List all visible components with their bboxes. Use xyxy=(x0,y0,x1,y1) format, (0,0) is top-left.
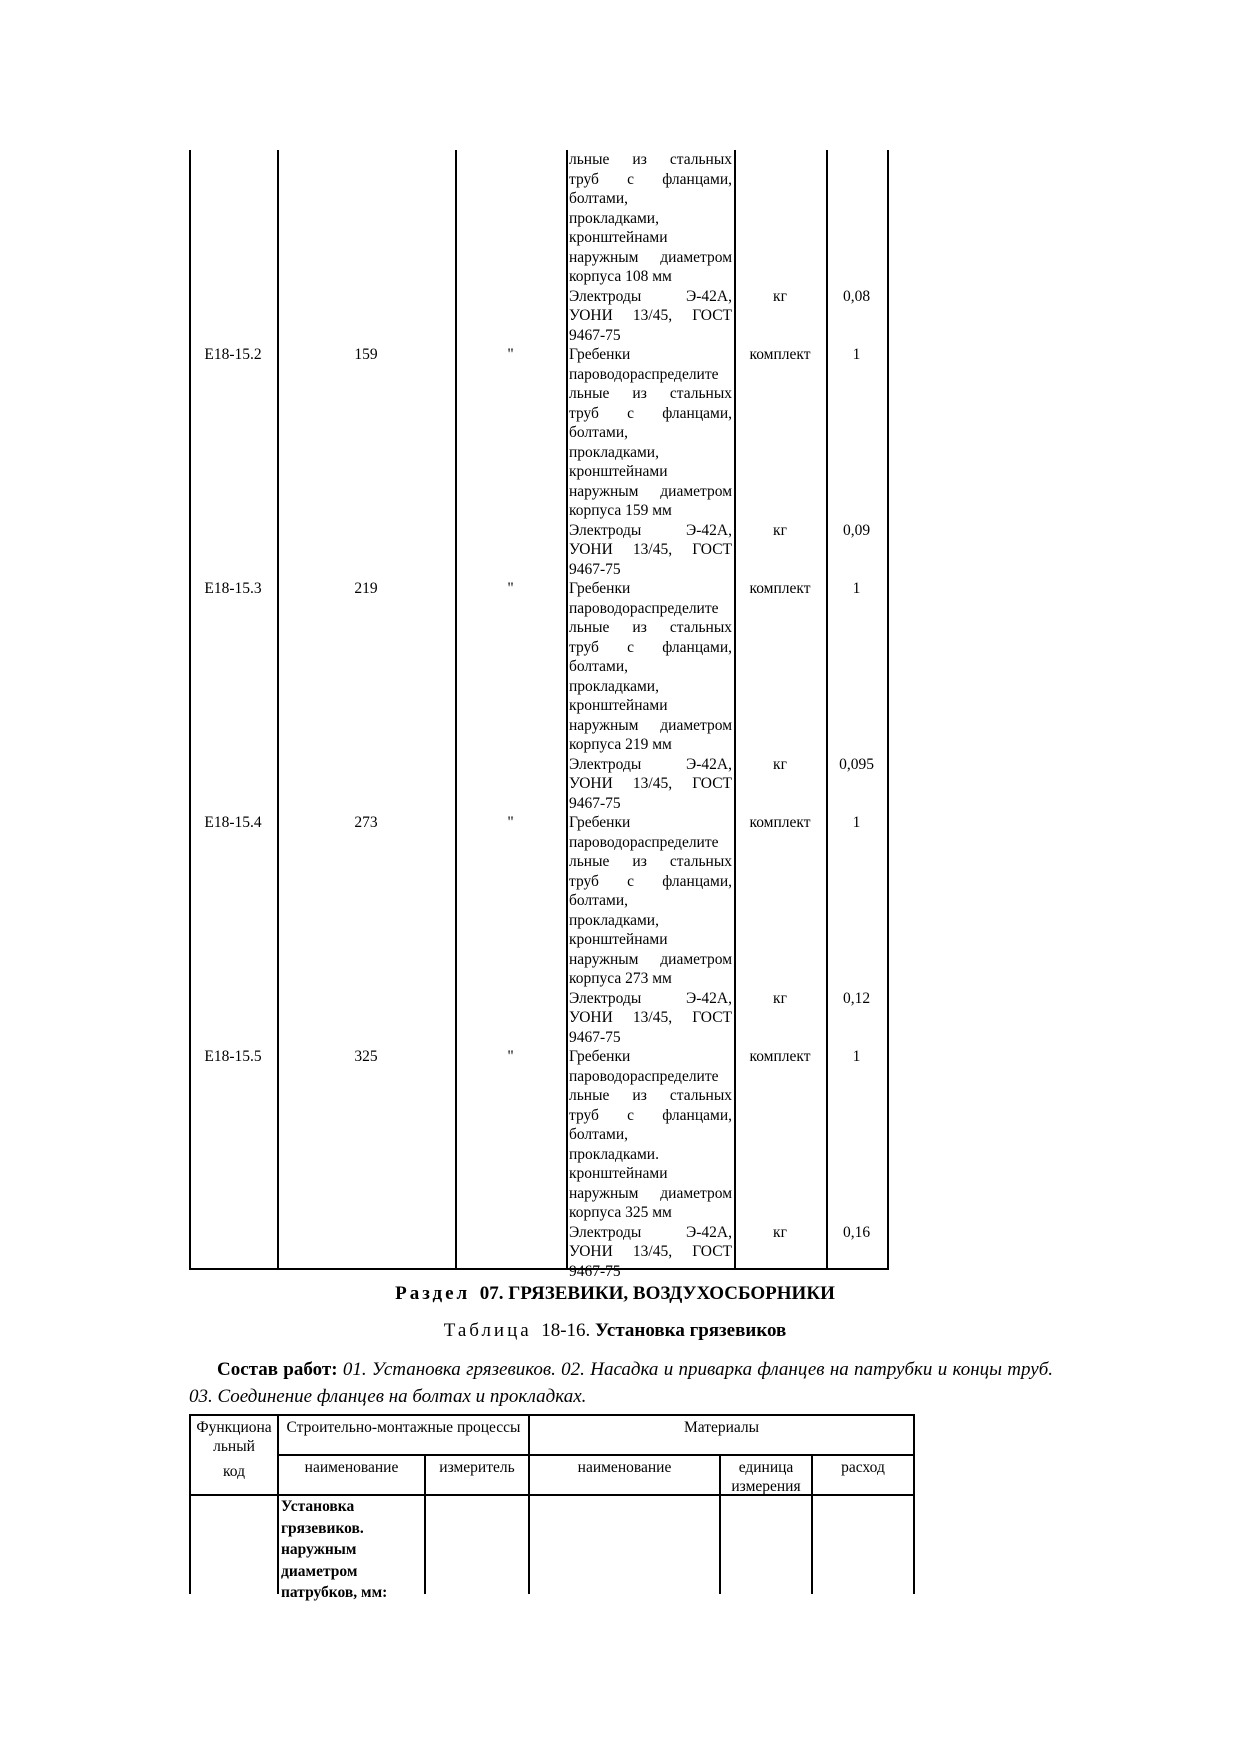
material-description-line: наружным диаметром xyxy=(569,716,732,734)
material-description-line: кронштейнами xyxy=(569,1165,668,1182)
electrode-unit: кг xyxy=(773,989,787,1007)
first-row-description xyxy=(281,1496,424,1604)
material-description-line: прокладками, xyxy=(569,209,659,227)
table-caption-title: Установка грязевиков xyxy=(595,1320,787,1341)
first-row-line: Установка xyxy=(281,1498,355,1515)
row-measure: " xyxy=(507,346,514,363)
table-border xyxy=(887,150,889,1270)
header-consumption: расход xyxy=(841,1459,885,1476)
material-description-line: корпуса 219 мм xyxy=(569,736,672,753)
electrode-description-line: Электроды Э-42А, xyxy=(569,1223,732,1241)
material-description-line: пароводораспределите xyxy=(569,599,719,617)
row-measure: " xyxy=(507,580,514,597)
table-caption-prefix: Таблица xyxy=(443,1320,532,1341)
electrode-qty: 0,09 xyxy=(842,521,871,539)
material-description-line: наружным диаметром xyxy=(569,482,732,500)
header-func-code-line: Функциона xyxy=(196,1419,272,1436)
material-description-line: корпуса 273 мм xyxy=(569,970,672,987)
header-materials: Материалы xyxy=(683,1419,760,1436)
electrode-qty: 0,095 xyxy=(839,755,874,773)
row-qty: 1 xyxy=(852,814,861,831)
first-row-line: грязевиков. xyxy=(281,1519,364,1537)
first-row-line: патрубков, мм: xyxy=(281,1584,388,1601)
material-description-line: кронштейнами xyxy=(569,463,668,480)
table-border xyxy=(913,1414,915,1594)
material-description-line: пароводораспределите xyxy=(569,365,719,383)
work-composition-label: Состав работ: xyxy=(217,1359,338,1380)
table-border xyxy=(277,1454,915,1456)
work-composition xyxy=(189,1356,1053,1410)
header-name: наименование xyxy=(304,1459,399,1476)
material-description-line: наружным диаметром xyxy=(569,1184,732,1202)
material-description xyxy=(569,1047,732,1223)
material-description-line: корпуса 325 мм xyxy=(569,1204,672,1221)
table-border xyxy=(734,150,736,1270)
material-description-line: болтами, xyxy=(569,190,628,207)
electrode-description xyxy=(569,521,732,580)
table-border xyxy=(566,150,568,1270)
material-description-line: льные из стальных xyxy=(569,385,732,402)
material-description-line: прокладками. xyxy=(569,1145,659,1163)
material-description xyxy=(569,150,732,287)
table-border xyxy=(277,1414,279,1594)
row-unit: комплект xyxy=(749,814,811,831)
material-description-line: льные из стальных xyxy=(569,853,732,870)
material-description-line: Гребенки xyxy=(569,346,631,363)
material-description-line: пароводораспределите xyxy=(569,1067,719,1085)
electrode-qty: 0,08 xyxy=(842,287,871,305)
table-border xyxy=(528,1414,530,1594)
row-unit: комплект xyxy=(749,1048,811,1065)
header-unit xyxy=(721,1458,811,1496)
upper-table xyxy=(189,150,887,1280)
header-processes: Строительно-монтажные процессы xyxy=(286,1419,521,1436)
row-code: Е18-15.2 xyxy=(204,346,262,363)
material-description-line: корпуса 159 мм xyxy=(569,502,672,519)
table-border xyxy=(826,150,828,1270)
work-composition-text: 01. Установка грязевиков. 02. Насадка и приварка фланцев на патрубки и концы труб. 03. Соединение фланцев на болтах и прокладках. xyxy=(189,1359,1054,1407)
electrode-description-line: УОНИ 13/45, ГОСТ xyxy=(569,1243,732,1260)
table-border xyxy=(189,1414,915,1416)
material-description-line: прокладками, xyxy=(569,443,659,461)
section-prefix: Раздел xyxy=(395,1283,471,1304)
electrode-description-line: УОНИ 13/45, ГОСТ xyxy=(569,307,732,324)
electrode-description-line: УОНИ 13/45, ГОСТ xyxy=(569,1009,732,1026)
row-diameter: 273 xyxy=(354,814,378,831)
electrode-description xyxy=(569,755,732,814)
material-description-line: труб с фланцами, xyxy=(569,404,732,422)
material-description-line: болтами, xyxy=(569,424,628,441)
material-description-line: наружным диаметром xyxy=(569,950,732,968)
electrode-description-line: 9467-75 xyxy=(569,560,621,578)
electrode-unit: кг xyxy=(773,1223,787,1241)
electrode-description-line: УОНИ 13/45, ГОСТ xyxy=(569,775,732,792)
header-measure: измеритель xyxy=(439,1459,515,1476)
electrode-description-line: 9467-75 xyxy=(569,326,621,344)
electrode-description-line: 9467-75 xyxy=(569,1262,621,1280)
row-code: Е18-15.3 xyxy=(204,580,262,597)
header-unit-line: измерения xyxy=(731,1478,801,1495)
material-description xyxy=(569,345,732,521)
material-description-line: Гребенки xyxy=(569,1048,631,1065)
section-title xyxy=(189,1283,1041,1305)
electrode-qty: 0,16 xyxy=(842,1223,871,1241)
header-material-name: наименование xyxy=(577,1459,672,1476)
material-description-line: болтами, xyxy=(569,658,628,675)
table-border xyxy=(189,1268,889,1270)
electrode-description-line: 9467-75 xyxy=(569,1028,621,1046)
table-border xyxy=(189,150,191,1270)
table-border xyxy=(455,150,457,1270)
material-description-line: Гребенки xyxy=(569,580,631,597)
electrode-qty: 0,12 xyxy=(842,989,871,1007)
row-code: Е18-15.4 xyxy=(204,814,262,831)
row-diameter: 219 xyxy=(354,580,378,597)
material-description-line: прокладками, xyxy=(569,677,659,695)
row-diameter: 159 xyxy=(354,346,378,363)
row-unit: комплект xyxy=(749,346,811,363)
header-func-code-line: код xyxy=(223,1463,245,1480)
material-description-line: Гребенки xyxy=(569,814,631,831)
electrode-description xyxy=(569,1223,732,1282)
header-func-code-line: льный xyxy=(213,1438,255,1455)
material-description-line: кронштейнами xyxy=(569,931,668,948)
table-caption-number: 18-16. xyxy=(541,1320,591,1341)
material-description-line: корпуса 108 мм xyxy=(569,268,672,285)
material-description xyxy=(569,813,732,989)
material-description-line: болтами, xyxy=(569,1126,628,1143)
row-diameter: 325 xyxy=(354,1048,378,1065)
first-row-line: диаметром xyxy=(281,1562,358,1580)
electrode-description-line: УОНИ 13/45, ГОСТ xyxy=(569,541,732,558)
first-row-line: наружным xyxy=(281,1541,357,1558)
material-description-line: кронштейнами xyxy=(569,229,668,246)
electrode-unit: кг xyxy=(773,287,787,305)
electrode-description xyxy=(569,989,732,1048)
header-unit-line: единица xyxy=(738,1459,794,1476)
row-code: Е18-15.5 xyxy=(204,1048,262,1065)
row-qty: 1 xyxy=(852,1048,861,1065)
row-measure: " xyxy=(507,814,514,831)
material-description-line: труб с фланцами, xyxy=(569,1106,732,1124)
electrode-unit: кг xyxy=(773,755,787,773)
material-description-line: болтами, xyxy=(569,892,628,909)
table-caption xyxy=(189,1320,1041,1342)
material-description-line: кронштейнами xyxy=(569,697,668,714)
lower-table xyxy=(189,1414,915,1601)
electrode-description-line: Электроды Э-42А, xyxy=(569,989,732,1007)
row-unit: комплект xyxy=(749,580,811,597)
material-description-line: льные из стальных xyxy=(569,1087,732,1104)
electrode-description-line: Электроды Э-42А, xyxy=(569,755,732,773)
material-description-line: пароводораспределите xyxy=(569,833,719,851)
row-qty: 1 xyxy=(852,580,861,597)
electrode-description-line: 9467-75 xyxy=(569,794,621,812)
material-description-line: труб с фланцами, xyxy=(569,872,732,890)
electrode-description-line: Электроды Э-42А, xyxy=(569,521,732,539)
electrode-unit: кг xyxy=(773,521,787,539)
electrode-description-line: Электроды Э-42А, xyxy=(569,287,732,305)
material-description-line: льные из стальных xyxy=(569,619,732,636)
header-func-code xyxy=(191,1418,277,1481)
table-border xyxy=(277,150,279,1270)
row-qty: 1 xyxy=(852,346,861,363)
row-measure: " xyxy=(507,1048,514,1065)
material-description-line: прокладками, xyxy=(569,911,659,929)
section-name: 07. ГРЯЗЕВИКИ, ВОЗДУХОСБОРНИКИ xyxy=(479,1283,835,1304)
electrode-description xyxy=(569,287,732,346)
material-description-line: льные из стальных xyxy=(569,151,732,168)
material-description-line: труб с фланцами, xyxy=(569,170,732,188)
material-description-line: наружным диаметром xyxy=(569,248,732,266)
material-description xyxy=(569,579,732,755)
material-description-line: труб с фланцами, xyxy=(569,638,732,656)
